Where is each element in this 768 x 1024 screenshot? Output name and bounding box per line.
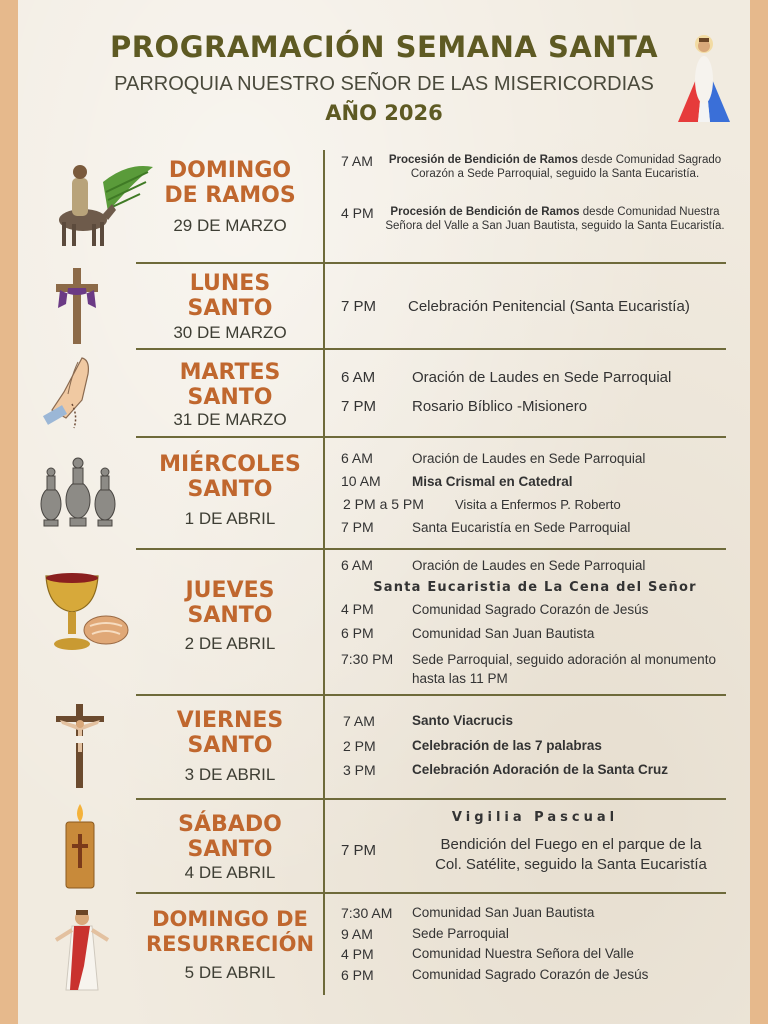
crucifix-icon xyxy=(52,702,108,790)
event-description: Celebración de las 7 palabras xyxy=(412,738,602,753)
event-time: 4 PM xyxy=(341,946,374,962)
event-time: 9 AM xyxy=(341,926,373,942)
event-description: Visita a Enfermos P. Roberto xyxy=(455,497,621,512)
row-divider xyxy=(136,436,726,438)
divine-mercy-jesus-icon xyxy=(668,30,740,126)
row-divider xyxy=(136,262,726,264)
paschal-candle-icon xyxy=(62,802,98,890)
year-label: AÑO 2026 xyxy=(325,101,443,125)
event-time: 7 AM xyxy=(343,713,375,729)
section-heading: Santa Eucaristia de La Cena del Señor xyxy=(373,580,697,595)
event-description: Oración de Laudes en Sede Parroquial xyxy=(412,558,646,573)
event-description: Procesión de Bendición de Ramos desde Comunidad Sagrado Corazón a Sede Parroquial, seguido la Santa Eucaristía. xyxy=(388,154,722,180)
day-date: 30 DE MARZO xyxy=(173,323,287,342)
event-time: 4 PM xyxy=(341,601,374,617)
day-date: 5 DE ABRIL xyxy=(184,963,276,982)
event-time: 7 PM xyxy=(341,519,374,535)
event-description: Bendición del Fuego en el parque de la xyxy=(440,836,702,853)
event-time: 10 AM xyxy=(341,473,381,489)
day-name: MARTES SANTO xyxy=(179,360,281,410)
event-time: 6 AM xyxy=(341,369,376,386)
day-name: JUEVES SANTO xyxy=(185,578,275,628)
oil-vessels-icon xyxy=(38,454,118,530)
event-time: 3 PM xyxy=(343,762,376,778)
event-description: Comunidad Sagrado Corazón de Jesús xyxy=(412,967,649,982)
event-time: 7 PM xyxy=(341,842,377,859)
day-date: 29 DE MARZO xyxy=(173,216,287,235)
row-divider xyxy=(136,548,726,550)
event-time: 6 AM xyxy=(341,450,373,466)
day-name: DOMINGO DE RAMOS xyxy=(164,158,296,208)
section-heading: Vigilia Pascual xyxy=(451,810,619,825)
day-date: 1 DE ABRIL xyxy=(184,509,276,528)
event-description: Comunidad San Juan Bautista xyxy=(412,905,595,920)
event-time: 2 PM a 5 PM xyxy=(343,496,424,512)
day-date: 2 DE ABRIL xyxy=(184,634,276,653)
event-description: Celebración Penitencial (Santa Eucaristía) xyxy=(408,298,690,315)
event-time: 6 AM xyxy=(341,557,373,573)
event-time: 7:30 AM xyxy=(341,905,393,921)
day-date: 31 DE MARZO xyxy=(173,410,287,429)
event-description: Santa Eucaristía en Sede Parroquial xyxy=(412,520,631,535)
event-description: Sede Parroquial, seguido adoración al monumento xyxy=(412,652,716,667)
day-name: MIÉRCOLES SANTO xyxy=(159,452,301,502)
day-name: LUNES SANTO xyxy=(187,271,273,321)
event-time: 6 PM xyxy=(341,625,374,641)
event-description: Misa Crismal en Catedral xyxy=(412,474,573,489)
parish-name: PARROQUIA NUESTRO SEÑOR DE LAS MISERICORDIAS xyxy=(114,73,654,95)
event-time: 6 PM xyxy=(341,967,374,983)
praying-hands-icon xyxy=(42,354,98,434)
day-name: VIERNES SANTO xyxy=(176,708,284,758)
event-description: Comunidad Nuestra Señora del Valle xyxy=(412,946,634,961)
event-description-continued: Col. Satélite, seguido la Santa Eucaristía xyxy=(435,856,707,873)
risen-jesus-icon xyxy=(54,906,110,994)
event-time: 7 AM xyxy=(341,153,373,169)
row-divider xyxy=(136,348,726,350)
chalice-bread-icon xyxy=(40,568,136,654)
event-description: Celebración Adoración de la Santa Cruz xyxy=(412,762,669,777)
event-time: 7:30 PM xyxy=(341,651,394,667)
row-divider xyxy=(136,694,726,696)
event-description: Oración de Laudes en Sede Parroquial xyxy=(412,451,646,466)
event-description: Rosario Bíblico -Misionero xyxy=(412,398,588,415)
cross-purple-cloth-icon xyxy=(52,266,102,346)
day-name: DOMINGO DE RESURRECIÓN xyxy=(145,907,315,956)
event-description: Comunidad San Juan Bautista xyxy=(412,626,595,641)
day-name: SÁBADO SANTO xyxy=(178,812,282,862)
event-time: 4 PM xyxy=(341,205,374,221)
row-divider xyxy=(136,892,726,894)
poster-title: PROGRAMACIÓN SEMANA SANTA xyxy=(109,30,659,64)
event-description: Sede Parroquial xyxy=(412,926,509,941)
event-description: Santo Viacrucis xyxy=(412,713,514,728)
row-divider xyxy=(136,798,726,800)
event-time: 2 PM xyxy=(343,738,376,754)
event-time: 7 PM xyxy=(341,298,377,315)
event-description-continued: hasta las 11 PM xyxy=(412,671,508,686)
event-time: 7 PM xyxy=(341,398,377,415)
event-description: Oración de Laudes en Sede Parroquial xyxy=(412,369,672,386)
event-description: Procesión de Bendición de Ramos desde Comunidad Nuestra Señora del Valle a San Juan Bautista, seguido la Santa Eucaristía. xyxy=(385,206,725,232)
day-date: 4 DE ABRIL xyxy=(184,863,276,882)
day-date: 3 DE ABRIL xyxy=(184,765,276,784)
event-description: Comunidad Sagrado Corazón de Jesús xyxy=(412,602,649,617)
